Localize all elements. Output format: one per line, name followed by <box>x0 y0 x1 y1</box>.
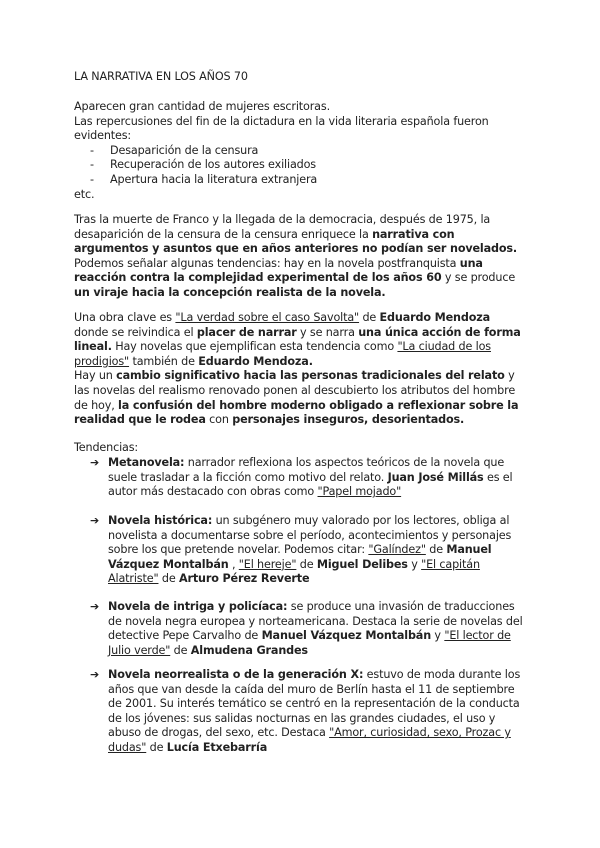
book-title-link[interactable]: "Amor, curiosidad, sexo, Prozac y dudas" <box>108 726 511 754</box>
text: de <box>359 311 380 324</box>
bold-text: Novela histórica: <box>108 514 213 527</box>
book-title-link[interactable]: "La verdad sobre el caso Savolta" <box>175 311 360 324</box>
text: y se produce <box>441 271 516 285</box>
list-item: - Apertura hacia la literatura extranjera <box>74 173 526 188</box>
text: se produce una invasión de traducciones de novela negra europea y norteamericana. Destaca la serie de novelas del detective Pepe Carvalho de <box>108 600 523 643</box>
text: de <box>170 643 191 657</box>
text: con <box>205 413 233 427</box>
author-name: Arturo Pérez Reverte <box>178 572 310 586</box>
bold-text: Metanovela: <box>108 456 185 469</box>
etc-text: etc. <box>74 187 95 201</box>
tendencias-heading: Tendencias: <box>74 441 139 454</box>
intro-section <box>74 100 526 202</box>
author-name: Manuel Vázquez Montalbán <box>261 629 432 643</box>
text: de <box>296 557 317 571</box>
arrow-right-icon: ➔ <box>90 668 100 681</box>
intro-line: Las repercusiones del fin de la dictadura en la vida literaria española fueron evidentes: <box>74 114 489 143</box>
book-title-link[interactable]: "El hereje" <box>238 557 297 571</box>
repercussions-list <box>74 144 526 188</box>
text: de <box>146 740 167 754</box>
bold-text: personajes inseguros, desorientados. <box>232 413 465 427</box>
text: y <box>407 557 422 571</box>
bold-text: narrativa con argumentos y asuntos que en años anteriores no podían ser novelados. <box>74 227 518 256</box>
bold-text: Novela de intriga y policíaca: <box>108 600 288 613</box>
text: de <box>425 543 447 557</box>
text: un subgénero muy valorado por los lectores, obliga al novelista a documentarse sobre el período, acontecimientos y personajes sobre los que pretende novelar. Podemos citar: <box>108 514 512 557</box>
text: narrador reflexiona los aspectos teóricos de la novela que suele trasladar a la ficción como motivo del relato. <box>108 456 505 484</box>
bold-text: un viraje hacia la concepción realista de la novela. <box>74 285 386 299</box>
text: , <box>228 557 239 571</box>
arrow-right-icon: ➔ <box>90 456 100 469</box>
text: Podemos señalar algunas tendencias: hay en la novela postfranquista <box>74 256 460 270</box>
bold-text: la confusión del hombre moderno obligado a reflexionar sobre la realidad que le rodea <box>74 398 519 427</box>
intro-line: Aparecen gran cantidad de mujeres escritoras. <box>74 100 330 113</box>
text: y <box>431 629 445 643</box>
bold-text: una reacción contra la complejidad experimental de los años 60 <box>74 256 483 285</box>
text: de <box>158 572 179 586</box>
arrow-right-icon: ➔ <box>90 600 100 613</box>
author-name: Juan José Millás <box>387 470 484 484</box>
tendencia-metanovela <box>90 456 526 500</box>
tendencia-neorrealista <box>90 668 526 756</box>
author-name: Eduardo Mendoza <box>379 311 491 324</box>
text: también de <box>129 354 199 368</box>
text: donde se reivindica el <box>74 325 197 339</box>
author-name: Manuel Vázquez Montalbán <box>108 543 492 571</box>
bold-text: placer de narrar <box>196 325 297 339</box>
book-title-link[interactable]: "La ciudad de los prodigios" <box>74 340 491 368</box>
author-name: Miguel Delibes <box>316 557 408 571</box>
bold-text: cambio significativo hacia las personas tradicionales del relato <box>116 369 505 383</box>
text: y las novelas del realismo renovado ponen al descubierto los atributos del hombre de hoy, <box>74 369 516 412</box>
list-item: - Recuperación de los autores exiliados <box>74 158 526 173</box>
text: Una obra clave es <box>74 311 176 324</box>
page-title: LA NARRATIVA EN LOS AÑOS 70 <box>74 70 248 83</box>
book-title-link[interactable]: "El capitán Alatriste" <box>108 557 480 586</box>
tendencia-intriga <box>90 600 526 658</box>
text: y se narra <box>296 325 359 339</box>
text: Tras la muerte de Franco y la llegada de la democracia, después de 1975, la desaparición de la censura de la censura enriquece la <box>74 213 491 241</box>
bold-text: una única acción de forma lineal. <box>74 325 521 354</box>
tendencia-historica <box>90 514 526 587</box>
text: es el autor más destacado con obras como <box>108 470 513 499</box>
paragraph-key-work <box>74 311 526 428</box>
text: Hay un <box>74 369 117 383</box>
arrow-right-icon: ➔ <box>90 514 100 527</box>
list-item: - Desaparición de la censura <box>74 144 526 159</box>
book-title-link[interactable]: "Galíndez" <box>368 543 426 557</box>
text: estuvo de moda durante los años que van desde la caída del muro de Berlín hasta el 11 de septiembre de 2001. Su interés temático se centró en la representación de la conducta de los jóvenes: sus salidas nocturnas en las grandes ciudades, el uso y abuso de drogas, del sexo, etc. Destaca <box>108 668 521 740</box>
book-title-link[interactable]: "Papel mojado" <box>317 485 402 499</box>
text: Hay novelas que ejemplifican esta tendencia como <box>111 340 398 354</box>
author-name: Lucía Etxebarría <box>166 740 268 754</box>
author-name: Almudena Grandes <box>190 643 308 657</box>
book-title-link[interactable]: "El lector de Julio verde" <box>108 629 511 657</box>
author-name: Eduardo Mendoza. <box>198 354 313 368</box>
bold-text: Novela neorrealista o de la generación X: <box>108 668 364 681</box>
paragraph-transition <box>74 213 526 301</box>
